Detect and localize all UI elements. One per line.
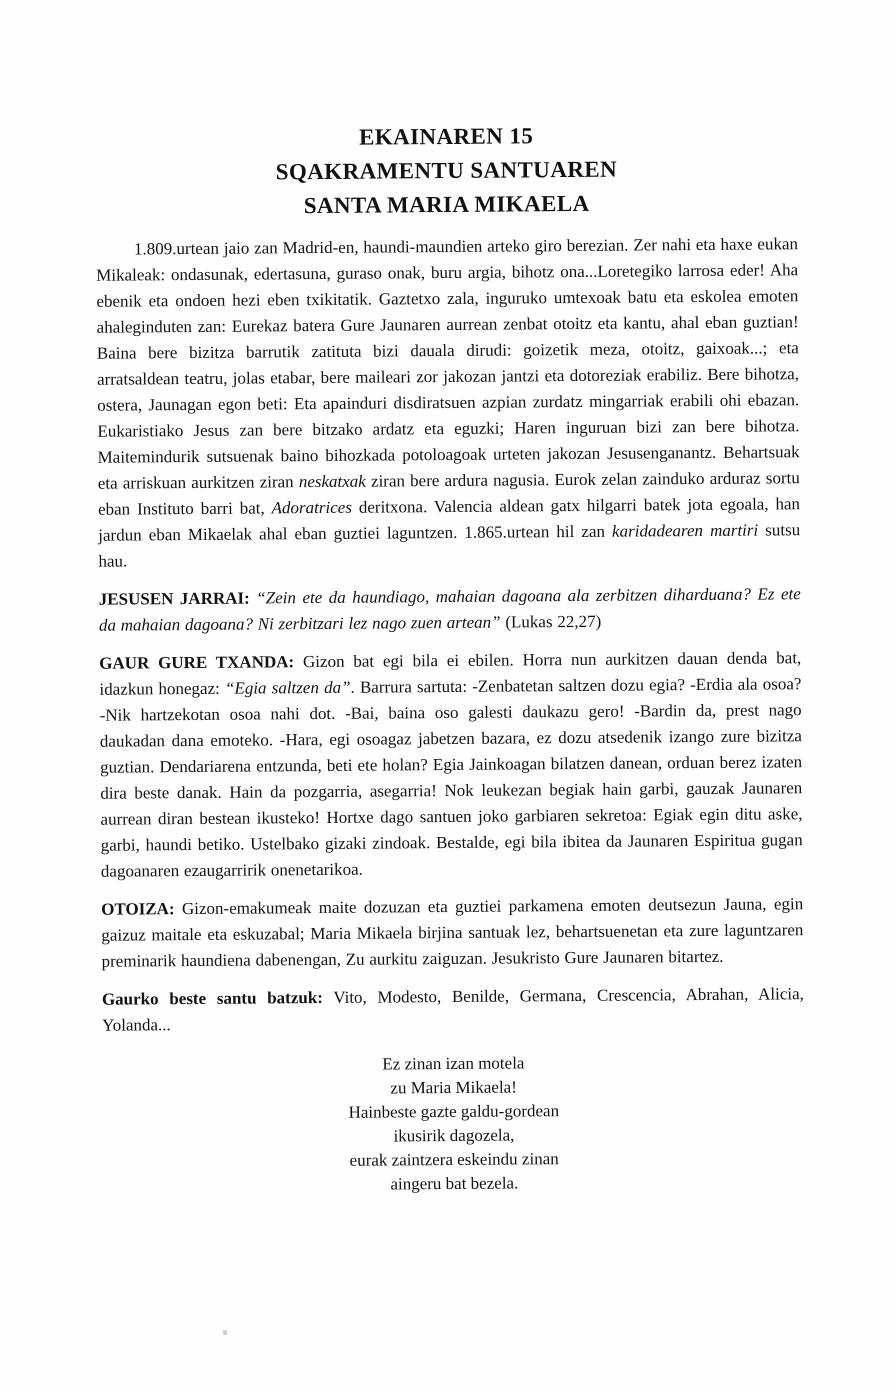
text-segment: Gizon bat egi bila ei ebilen. Horra nun aurkitzen dauan denda bat, idazkun honegaz: xyxy=(99,648,802,699)
title-line-1: EKAINAREN 15 xyxy=(358,123,534,150)
text-segment-italic: neskatxak xyxy=(298,471,366,492)
poem-line: ikusirik dagozela, xyxy=(393,1125,515,1146)
text-segment: deritxona. Valencia aldean gatx hilgarri batek jota egoala, han jardun eban Mikaelak ahal eban guztiei laguntzen. 1.865.urtean hil zan xyxy=(98,494,801,545)
poem-line: Ez zinan izan motela xyxy=(382,1053,525,1074)
quote-text: “Zein ete da haundiago, mahaian dagoana ala zerbitzen diharduana? Ez ete da mahaian dagoana? Ni zerbitzari lez nago zuen artean” xyxy=(98,584,801,635)
poem-line: aingeru bat bezela. xyxy=(390,1173,519,1194)
scripture-reference: (Lukas 22,27) xyxy=(500,611,602,632)
section-jesusen-jarrai xyxy=(99,581,801,639)
shop-sign-quote: “Egia saltzen da” xyxy=(224,677,351,698)
poem-line: eurak zaintzera eskeindu zinan xyxy=(349,1149,559,1170)
section-label: Gaurko beste santu batzuk: xyxy=(101,987,323,1009)
text-segment: . Barrura sartuta: -Zenbatetan saltzen dozu egia? -Erdia ala osoa? -Nik hartzekotan osoa nahi dot. -Bai, baina oso galesti daukazu gero! -Bardin da, prest nago daukadan dana emoteko. -Hara, egi osoagaz jabetzen bazara, ez dozu atsedenik izango zure bizitza guztian. Dendariarena entzunda, beti ete holan? Egia Jainkoagan bilatzen danean, orduan berez izaten dira beste danak. Hain da pozgarria, asegarria! Nok leukezan begiak hain garbi, gauzak Jaunaren aurrean diran bestean ikusteko! Hortxe dago santuen joko garbiaren sekretoa: Egiak egin ditu aske, garbi, haundi betiko. Ustelbako gizaki zindoak. Bestalde, egi bila ibitea da Jaunaren Espiritua gugan dagoanaren ezaugarririk onenetarikoa. xyxy=(99,674,803,881)
section-label: JESUSEN JARRAI: xyxy=(98,588,250,609)
document-title xyxy=(95,117,798,225)
text-segment: 1.809.urtean jaio zan Madrid-en, haundi-maundien arteko giro berezian. Zer nahi eta haxe eukan Mikaleak: ondasunak, edertasuna, guraso onak, buru argia, bihotz ona...Loretegiko larrosa eder! Aha ebenik eta ondoen hezi eben txikitatik. Gaztetxo zala, inguruko umtexoak batu eta eskolea emoten ahaleginduten zan: Eurekaz batera Gure Jaunaren aurrean zenbat otoitz eta kantu, ahal eban guztian! Baina bere bizitza barrutik zatituta bizi dauala dirudi: goizetik meza, otoitz, gaixoak...; eta arratsaldean teatru, jolas etabar, bere maileari zor jakozan jantzi eta dotoreziak erabiliz. Bere bihotza, ostera, Jaunagan egon beti: Eta apainduri disdiratsuen azpian zurdatz mingarriak erabili ohi ebazan. Eukaristiako Jesus zan bere bitzako ardatz eta eguzki; Haren inguruan bizi zan bere bihotza. Maitemindurik sutsuenak baino bihozkada potoloagoak urteten jakozan Jesusenganantz. Behartsuak eta arriskuan aurkitzen ziran xyxy=(96,234,800,493)
poem-line: zu Maria Mikaela! xyxy=(390,1077,517,1098)
document-content xyxy=(95,117,805,1198)
text-segment: sutsu hau. xyxy=(98,520,801,571)
scan-artifact xyxy=(223,1330,227,1335)
section-label: GAUR GURE TXANDA: xyxy=(99,652,295,673)
title-line-2: SQAKRAMENTU SANTUAREN xyxy=(275,156,618,185)
biography-paragraph xyxy=(96,231,801,575)
section-otoiza xyxy=(101,891,804,975)
closing-poem xyxy=(102,1049,805,1199)
saints-list: Vito, Modesto, Benilde, Germana, Crescencia, Abrahan, Alicia, Yolanda... xyxy=(102,984,804,1035)
text-segment-italic: karidadearen martiri xyxy=(611,520,759,541)
poem-line: Hainbeste gazte galdu-gordean xyxy=(348,1101,560,1122)
section-gaur-gure-txanda xyxy=(99,645,803,885)
text-segment: Gizon-emakumeak maite dozuzan eta guztiei parkamena emoten deutsezun Jauna, egin gaizuz maitale eta eskuzabal; Maria Mikaela birjina santuak lez, behartsuenetan eta zure laguntzaren preminarik haundiena dabenengan, Zu aurkitu zaiguzan. Jesukristo Gure Jaunaren bitartez. xyxy=(101,894,804,971)
section-other-saints xyxy=(102,981,804,1039)
section-label: OTOIZA: xyxy=(101,899,175,919)
text-segment-italic: Adoratrices xyxy=(271,497,352,518)
title-line-3: SANTA MARIA MIKAELA xyxy=(303,190,590,219)
text-segment: ziran bere ardura nagusia. Eurok zelan zainduko arduraz sortu eban Instituto barri bat, xyxy=(97,468,800,519)
